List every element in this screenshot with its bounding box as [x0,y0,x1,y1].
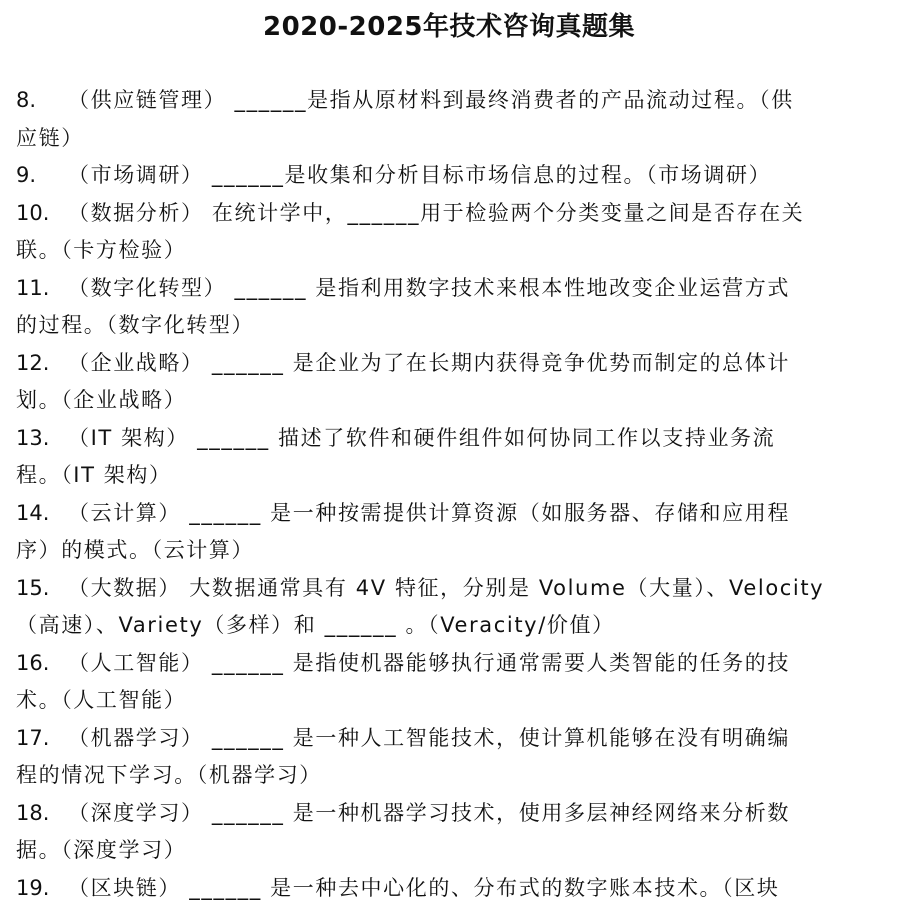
question-10-line-1 [16,195,882,233]
question-text-continued: 序）的模式。（云计算） [16,538,254,562]
question-text: （云计算） ______ 是一种按需提供计算资源（如服务器、存储和应用程 [68,501,790,525]
question-14-line-2 [16,532,882,570]
question-text: （机器学习） ______ 是一种人工智能技术，使计算机能够在没有明确编 [68,726,790,750]
question-number: 12. [16,345,68,383]
question-number: 10. [16,195,68,233]
question-14-line-1 [16,495,882,533]
question-number: 13. [16,420,68,458]
question-number: 17. [16,720,68,758]
question-list [16,82,882,907]
question-19-line-1 [16,870,882,907]
question-11-line-1 [16,270,882,308]
question-number: 18. [16,795,68,833]
question-text: （IT 架构） ______ 描述了软件和硬件组件如何协同工作以支持业务流 [68,426,775,450]
question-number: 19. [16,870,68,907]
question-text: （市场调研） ______是收集和分析目标市场信息的过程。（市场调研） [68,163,771,187]
question-text: （大数据） 大数据通常具有 4V 特征，分别是 Volume（大量）、Velocity [68,576,824,600]
question-13-line-1 [16,420,882,458]
question-18-line-2 [16,832,882,870]
question-number: 8. [16,82,68,120]
question-number: 15. [16,570,68,608]
question-text: （数字化转型） ______ 是指利用数字技术来根本性地改变企业运营方式 [68,276,790,300]
question-text: （区块链） ______ 是一种去中心化的、分布式的数字账本技术。（区块 [68,876,779,900]
question-text: （供应链管理） ______是指从原材料到最终消费者的产品流动过程。（供 [68,88,794,112]
question-17-line-1 [16,720,882,758]
question-10-line-2 [16,232,882,270]
page-title: 2020-2025年技术咨询真题集 [16,0,882,54]
question-number: 14. [16,495,68,533]
question-text-continued: 术。（人工智能） [16,688,186,712]
question-text-continued: 的过程。（数字化转型） [16,313,254,337]
question-12-line-2 [16,382,882,420]
question-8-line-2 [16,120,882,158]
question-12-line-1 [16,345,882,383]
question-text: （企业战略） ______ 是企业为了在长期内获得竞争优势而制定的总体计 [68,351,790,375]
question-9-line-1 [16,157,882,195]
question-text-continued: 应链） [16,126,84,150]
question-text-continued: 划。（企业战略） [16,388,186,412]
question-15-line-1 [16,570,882,608]
question-16-line-2 [16,682,882,720]
question-17-line-2 [16,757,882,795]
question-15-line-2 [16,607,882,645]
question-16-line-1 [16,645,882,683]
question-text: （人工智能） ______ 是指使机器能够执行通常需要人类智能的任务的技 [68,651,790,675]
question-number: 9. [16,157,68,195]
question-13-line-2 [16,457,882,495]
question-number: 11. [16,270,68,308]
question-text-continued: 联。（卡方检验） [16,238,186,262]
question-8-line-1 [16,82,882,120]
question-number: 16. [16,645,68,683]
question-text-continued: 程。（IT 架构） [16,463,172,487]
question-text: （数据分析） 在统计学中，______用于检验两个分类变量之间是否存在关 [68,201,804,225]
question-text-continued: （高速）、Variety（多样）和 ______ 。（Veracity/价值） [16,613,615,637]
question-18-line-1 [16,795,882,833]
question-text-continued: 据。（深度学习） [16,838,186,862]
question-text: （深度学习） ______ 是一种机器学习技术，使用多层神经网络来分析数 [68,801,790,825]
question-11-line-2 [16,307,882,345]
question-text-continued: 程的情况下学习。（机器学习） [16,763,322,787]
